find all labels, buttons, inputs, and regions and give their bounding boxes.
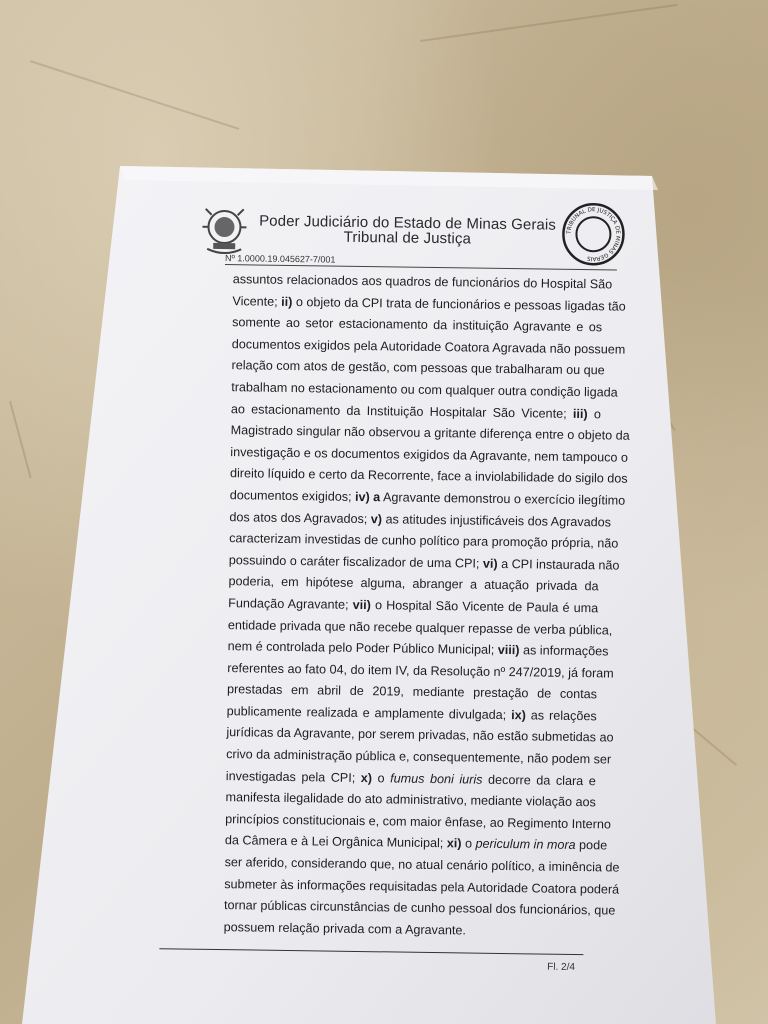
text-run: xi) [446, 836, 462, 851]
text-run: investigadas pela CPI; [225, 768, 361, 785]
seal-text: TRIBUNAL DE JUSTIÇA DE MINAS GERAIS [566, 207, 621, 262]
text-run: periculum in mora [475, 837, 576, 853]
text-run: iv) a [354, 489, 381, 505]
text-run: Magistrado singular não observou a gritante diferença entre o objeto da [230, 423, 630, 443]
text-run: prestadas em abril de 2019, mediante prestação de contas [226, 682, 598, 702]
text-run: x) [360, 770, 373, 785]
text-run: ao estacionamento da Instituição Hospitalar São Vicente; [230, 401, 574, 421]
text-run: as relações [525, 708, 597, 724]
text-run: assuntos relacionados aos quadros de funcionários do Hospital São [232, 272, 613, 292]
text-run: trabalham no estacionamento ou com qualquer outra condição ligada [231, 380, 618, 400]
text-run: pode [575, 838, 608, 853]
text-run: submeter às informações requisitadas pela Autoridade Coatora poderá [224, 876, 620, 897]
text-run: o objeto da CPI trata de funcionários e pessoas ligadas tão [292, 294, 626, 314]
text-run: nem é controlada pelo Poder Público Municipal; [227, 639, 498, 657]
text-run: as atitudes injustificáveis dos Agravados [381, 511, 612, 529]
text-run: ser aferido, considerando que, no atual cenário político, a iminência de [224, 855, 620, 875]
text-run: documentos exigidos pela Autoridade Coatora Agravada não possuem [231, 336, 626, 357]
text-run: Agravante demonstrou o exercício ilegítimo [380, 490, 626, 508]
text-run: Fundação Agravante; [228, 596, 353, 612]
court-title [257, 214, 557, 248]
text-run: viii) [497, 642, 520, 658]
text-run: o Hospital São Vicente de Paula é uma [370, 598, 599, 616]
text-run: iii) [572, 406, 588, 421]
process-number: Nº 1.0000.19.045627-7/001 [224, 253, 336, 265]
document-header [149, 190, 621, 266]
body-text [223, 269, 630, 944]
document-content [149, 190, 630, 974]
page-folio: Fl. 2/4 [547, 961, 576, 974]
text-run: fumus boni iuris [390, 771, 483, 787]
text-run: investigação e os documentos exigidos da Agravante, nem tampouco o [230, 444, 629, 465]
text-run: vi) [482, 556, 498, 571]
text-run: possuindo o caráter fiscalizador de uma CPI; [228, 552, 484, 571]
text-run: vii) [352, 597, 371, 613]
text-run: o [587, 406, 602, 421]
coat-of-arms-icon [201, 205, 248, 256]
text-run: o [371, 770, 391, 786]
text-run: tornar públicas circunstâncias de cunho pessoal dos funcionários, que [223, 898, 616, 918]
text-run: princípios constitucionais e, com maior ênfase, ao Regimento Interno [225, 811, 612, 832]
text-run: ix) [511, 707, 526, 723]
text-run: ii) [281, 294, 293, 309]
text-run: caracterizam investidas de cunho político para promoção própria, não [229, 531, 619, 551]
text-run: possuem relação privada com a Agravante. [223, 919, 467, 938]
text-run: decorre da clara e [482, 772, 596, 788]
court-name: Poder Judiciário do Estado de Minas Gerais [259, 212, 557, 234]
text-run: manifesta ilegalidade do ato administrativo, mediante violação aos [225, 790, 596, 810]
text-run: o [461, 836, 476, 852]
text-run: publicamente realizada e amplamente divulgada; [226, 703, 512, 722]
text-run: documentos exigidos; [229, 488, 356, 504]
text-run: a CPI instaurada não [497, 556, 620, 573]
text-run: dos atos dos Agravados; [229, 509, 371, 526]
text-run: entidade privada que não recebe qualquer repasse de verba pública, [227, 617, 613, 637]
court-seal-stamp [561, 202, 626, 267]
text-run: as informações [519, 643, 609, 659]
svg-text:TRIBUNAL DE JUSTIÇA DE MINAS G [566, 207, 621, 262]
text-run: jurídicas da Agravante, por serem privadas, não estão submetidas ao [226, 725, 614, 745]
text-run: relação com atos de gestão, com pessoas que trabalharam ou que [231, 358, 605, 378]
text-run: direito líquido e certo da Recorrente, face a inviolabilidade do sigilo dos [229, 466, 628, 487]
text-run: crivo da administração pública e, consequentemente, não podem ser [226, 747, 612, 767]
text-run: poderia, em hipótese alguma, abranger a atuação privada da [228, 574, 599, 594]
text-run: da Câmera e à Lei Orgânica Municipal; [224, 833, 447, 851]
text-run: Vicente; [232, 293, 282, 309]
text-run: somente ao setor estacionamento da instituição Agravante e os [232, 315, 603, 335]
court-subtitle: Tribunal de Justiça [343, 228, 472, 248]
text-run: v) [370, 511, 383, 526]
text-run: referentes ao fato 04, do item IV, da Resolução nº 247/2019, já foram [227, 660, 614, 681]
